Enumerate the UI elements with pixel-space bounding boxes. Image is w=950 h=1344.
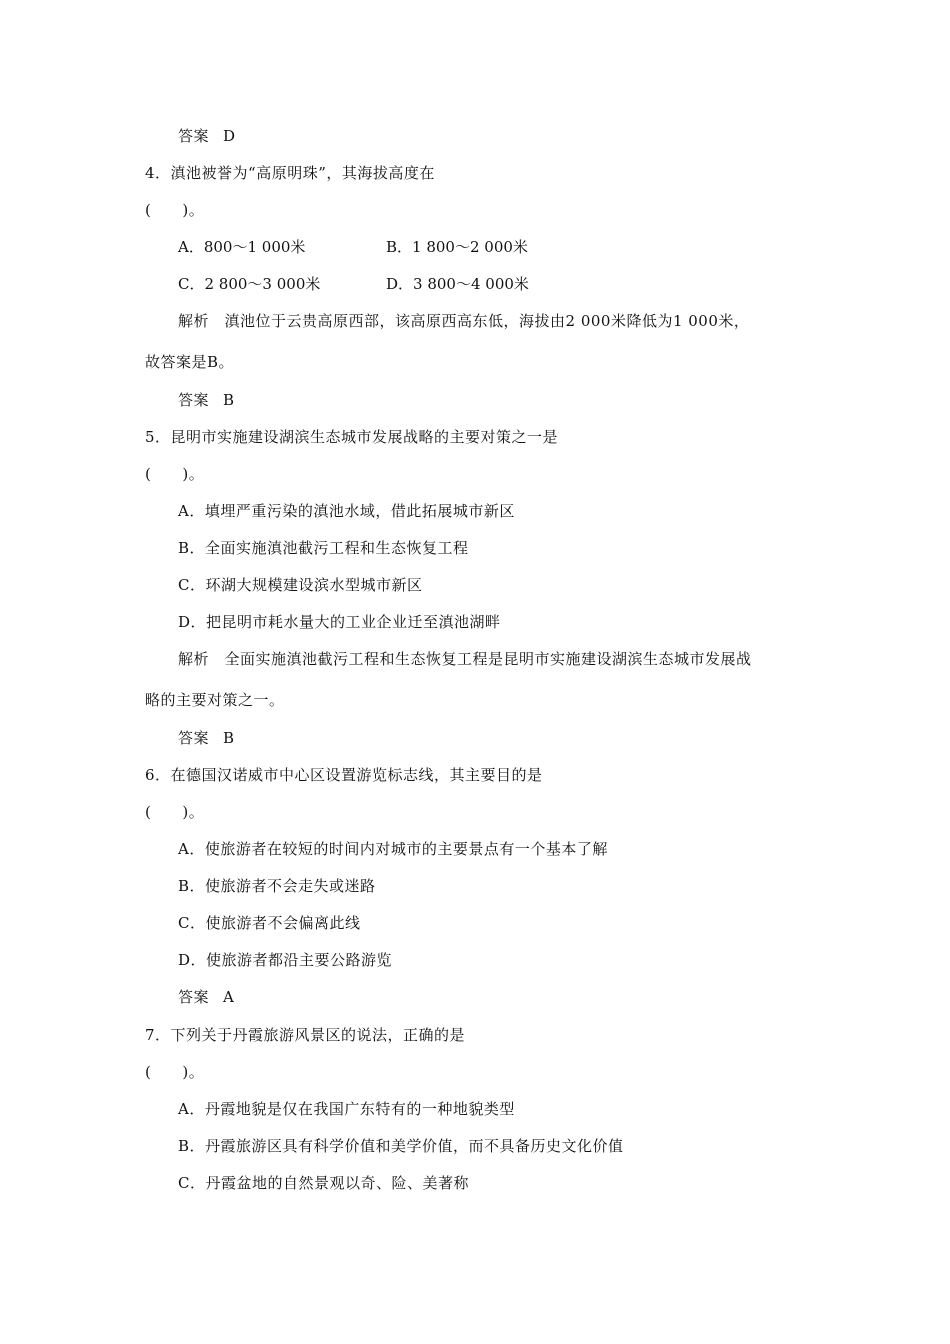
q4-option-c: C．2 800～3 000米 xyxy=(178,275,321,293)
q5-option-b: B．全面实施滇池截污工程和生态恢复工程 xyxy=(178,539,469,557)
q6-answer-value: A xyxy=(223,988,235,1006)
q5-analysis-line-2: 略的主要对策之一。 xyxy=(145,691,285,709)
q3-answer xyxy=(178,126,236,146)
q7-stem: 7．下列关于丹霞旅游风景区的说法，正确的是 xyxy=(145,1026,466,1044)
q6-stem: 6．在德国汉诺威市中心区设置游览标志线，其主要目的是 xyxy=(145,766,543,784)
q4-options-row-2 xyxy=(178,274,878,294)
q4-option-d: D．3 800～4 000米 xyxy=(386,275,529,293)
q3-answer-label: 答案 xyxy=(178,127,210,145)
q7-option-b: B．丹霞旅游区具有科学价值和美学价值，而不具备历史文化价值 xyxy=(178,1137,624,1155)
q4-options-row-1 xyxy=(178,237,878,257)
q5-answer-label: 答案 xyxy=(178,729,210,747)
q6-answer-label: 答案 xyxy=(178,988,210,1006)
q6-option-d: D．使旅游者都沿主要公路游览 xyxy=(178,951,393,969)
q4-answer-label: 答案 xyxy=(178,391,210,409)
q5-option-a: A．填埋严重污染的滇池水域，借此拓展城市新区 xyxy=(178,502,515,520)
q6-option-c: C．使旅游者不会偏离此线 xyxy=(178,914,361,932)
q4-blank: ( )。 xyxy=(145,201,205,219)
q6-option-b: B．使旅游者不会走失或迷路 xyxy=(178,877,376,895)
q5-option-d: D．把昆明市耗水量大的工业企业迁至滇池湖畔 xyxy=(178,613,501,631)
q6-answer xyxy=(178,987,234,1007)
q5-blank: ( )。 xyxy=(145,465,205,483)
q4-option-b: B．1 800～2 000米 xyxy=(386,238,528,256)
q6-option-a: A．使旅游者在较短的时间内对城市的主要景点有一个基本了解 xyxy=(178,840,608,858)
q4-answer xyxy=(178,390,235,410)
q6-blank: ( )。 xyxy=(145,803,205,821)
q4-answer-value: B xyxy=(223,391,235,409)
q3-answer-value: D xyxy=(223,127,236,145)
q4-stem: 4．滇池被誉为“高原明珠”，其海拔高度在 xyxy=(145,164,435,182)
q7-option-a: A．丹霞地貌是仅在我国广东特有的一种地貌类型 xyxy=(178,1100,515,1118)
q7-blank: ( )。 xyxy=(145,1063,205,1081)
q4-option-a: A．800～1 000米 xyxy=(178,238,306,256)
q5-stem: 5．昆明市实施建设湖滨生态城市发展战略的主要对策之一是 xyxy=(145,428,559,446)
q5-answer-value: B xyxy=(223,729,235,747)
q5-analysis-line-1: 解析 全面实施滇池截污工程和生态恢复工程是昆明市实施建设湖滨生态城市发展战 xyxy=(178,650,752,668)
q7-option-c: C．丹霞盆地的自然景观以奇、险、美著称 xyxy=(178,1174,469,1192)
q4-analysis-line-1: 解析 滇池位于云贵高原西部，该高原西高东低，海拔由2 000米降低为1 000米， xyxy=(178,312,750,330)
q4-analysis-line-2: 故答案是B。 xyxy=(145,353,235,371)
q5-answer xyxy=(178,728,235,748)
q5-option-c: C．环湖大规模建设滨水型城市新区 xyxy=(178,576,423,594)
